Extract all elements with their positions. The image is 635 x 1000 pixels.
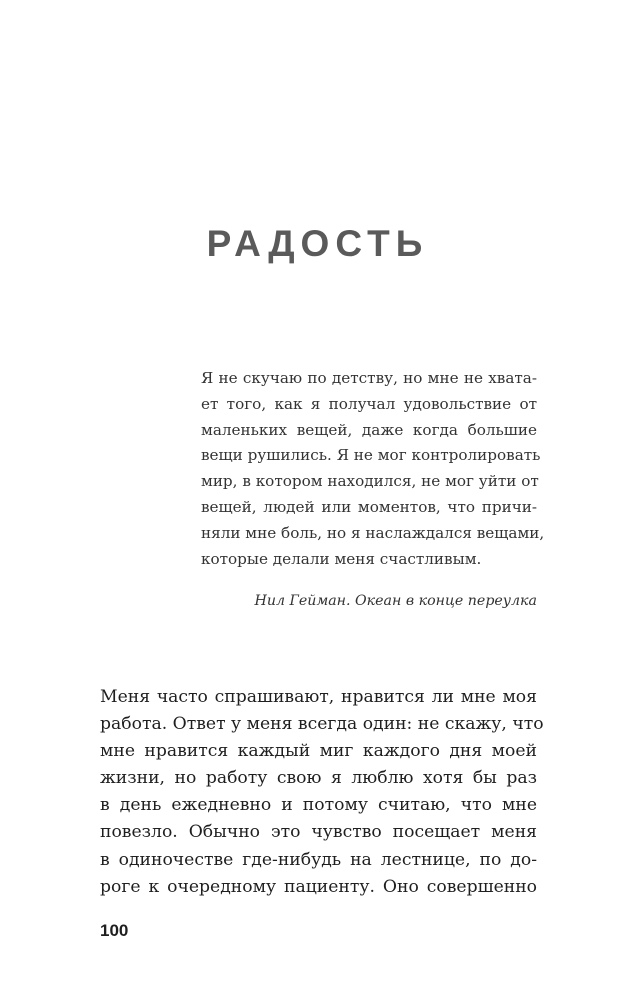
epigraph-line: которые делали меня счастливым. bbox=[201, 549, 482, 568]
epigraph-line: Я не скучаю по детству, но мне не хвата- bbox=[201, 369, 537, 387]
body-line: повезло. Обычно это чувство посещает меня bbox=[100, 822, 537, 843]
epigraph-line: няли мне боль, но я наслаждался вещами, bbox=[201, 523, 545, 542]
chapter-title: РАДОСТЬ bbox=[206, 223, 429, 264]
body-line: жизни, но работу свою я люблю хотя бы раз bbox=[100, 768, 537, 789]
body-line: Меня часто спрашивают, нравится ли мне моя bbox=[100, 687, 537, 707]
epigraph-line: мир, в котором находился, не мог уйти от bbox=[201, 472, 539, 491]
epigraph bbox=[201, 366, 545, 572]
page-number: 100 bbox=[100, 921, 129, 940]
body-line: роге к очередному пациенту. Оно совершенно bbox=[100, 876, 537, 897]
body-line: в день ежедневно и потому считаю, что мне bbox=[100, 795, 537, 816]
body-line: мне нравится каждый миг каждого дня моей bbox=[100, 741, 537, 762]
epigraph-line: маленьких вещей, даже когда большие bbox=[201, 420, 537, 439]
epigraph-line: ет того, как я получал удовольствие от bbox=[201, 394, 537, 413]
body-line: работа. Ответ у меня всегда один: не скажу, что bbox=[100, 714, 544, 735]
body-text bbox=[100, 684, 544, 901]
epigraph-line: вещи рушились. Я не мог контролировать bbox=[201, 446, 541, 465]
body-line: в одиночестве где-нибудь на лестнице, по до- bbox=[100, 849, 537, 870]
epigraph-source: Нил Гейман. Океан в конце переулка bbox=[254, 593, 537, 609]
epigraph-line: вещей, людей или моментов, что причи- bbox=[201, 497, 537, 516]
